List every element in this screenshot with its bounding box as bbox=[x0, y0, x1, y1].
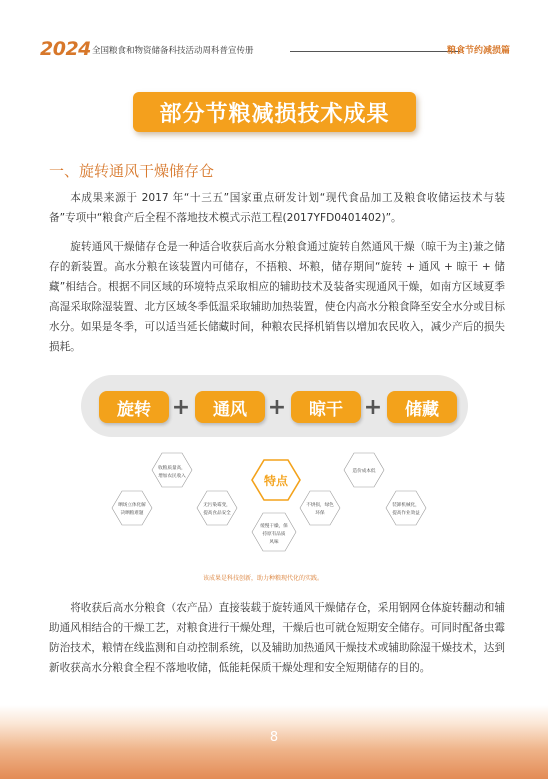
feature-line: 造价成本低 bbox=[352, 469, 376, 474]
header-title: 全国粮食和物资储备科技活动周科普宣传册 bbox=[92, 46, 254, 56]
feature-line: 不烘损，绿色 bbox=[306, 503, 334, 508]
paragraph-process: 将收获后高水分粮食（农产品）直接装载于旋转通风干燥储存仓，采用钢网仓体旋转翻动和辅助通风相结合的干燥工艺，对粮食进行干燥处理，干燥后也可就仓短期安全储存。可同时配备虫霉防治技术，粮情在线监测和自动控制系统，以及辅助加热通风干燥技术或辅助除湿干燥技术，达到新收获高水分粮食全程不落地收储，低能耗保质干燥处理和安全短期储存的目的。 bbox=[49, 602, 505, 674]
diagram-caption: 该成果是科技创新，助力种粮现代化的实践。 bbox=[203, 575, 324, 582]
plus-sign: + bbox=[171, 394, 191, 420]
main-title: 部分节粮减损技术成果 bbox=[133, 92, 416, 132]
hexagon bbox=[300, 491, 340, 525]
feature-line: 环保 bbox=[315, 511, 325, 516]
plus-sign: + bbox=[267, 394, 287, 420]
feature-line: 增加农民收入 bbox=[158, 474, 186, 479]
plus-sign: + bbox=[363, 394, 383, 420]
feature-line: 无污染霉变， bbox=[203, 503, 231, 508]
feature-line: 装卸机械化， bbox=[392, 503, 420, 508]
paragraph-source: 本成果来源于 2017 年“十三五”国家重点研发计划“现代食品加工及粮食收储运技术与装备”专项中“粮食产后全程不落地技术模式示范工程(2017YFD0401402)”。 bbox=[49, 192, 505, 224]
feature-line: 提高食品安全 bbox=[203, 511, 231, 516]
section-title: 一、旋转通风干燥储存仓 bbox=[49, 162, 215, 180]
features-hex-diagram bbox=[100, 450, 450, 570]
feature-line: 风味 bbox=[269, 540, 279, 545]
formula-term-store: 储藏 bbox=[387, 391, 457, 423]
formula-term-ventilate: 通风 bbox=[195, 391, 265, 423]
header-year: 2024 bbox=[40, 38, 91, 60]
feature-line: 晒场立体化解 bbox=[118, 503, 146, 508]
paragraph-description: 旋转通风干燥储存仓是一种适合收获后高水分粮食通过旋转自然通风干燥（晾干为主)兼之储存的新装置。高水分粮在该装置内可储存，不捂粮、坏粮，储存期间“旋转 + 通风 + 晾干 + 储藏”相结合。根据不同区域的环境特点采取相应的辅助技术及装备实现通风干燥，如南方区域夏季高湿采取除湿装置、北方区域冬季低温采取辅助加热装置，使仓内高水分粮食降至安全水分或目标水分。如果是冬季，可以适当延长储藏时间，种粮农民择机销售以增加农民收入，减少产后的损失损耗。 bbox=[49, 241, 505, 353]
page-header bbox=[40, 40, 510, 60]
hexagon bbox=[112, 491, 152, 525]
formula-term-rotate: 旋转 bbox=[99, 391, 169, 423]
feature-line: 持原有品质 bbox=[262, 532, 286, 537]
process-formula bbox=[81, 375, 468, 437]
feature-line: 决晒粮难题 bbox=[120, 511, 144, 516]
header-tag: 粮食节约减损篇 bbox=[446, 46, 510, 56]
header-rule bbox=[290, 51, 460, 52]
feature-line: 收粮质量高， bbox=[158, 466, 186, 471]
feature-line: 提高作业效益 bbox=[392, 511, 420, 516]
page-number: 8 bbox=[269, 730, 279, 745]
hexagon bbox=[197, 491, 237, 525]
formula-term-air-dry: 晾干 bbox=[291, 391, 361, 423]
feature-line: 缓慢干燥，保 bbox=[260, 524, 288, 529]
hexagon bbox=[386, 491, 426, 525]
center-label: 特点 bbox=[263, 474, 289, 488]
